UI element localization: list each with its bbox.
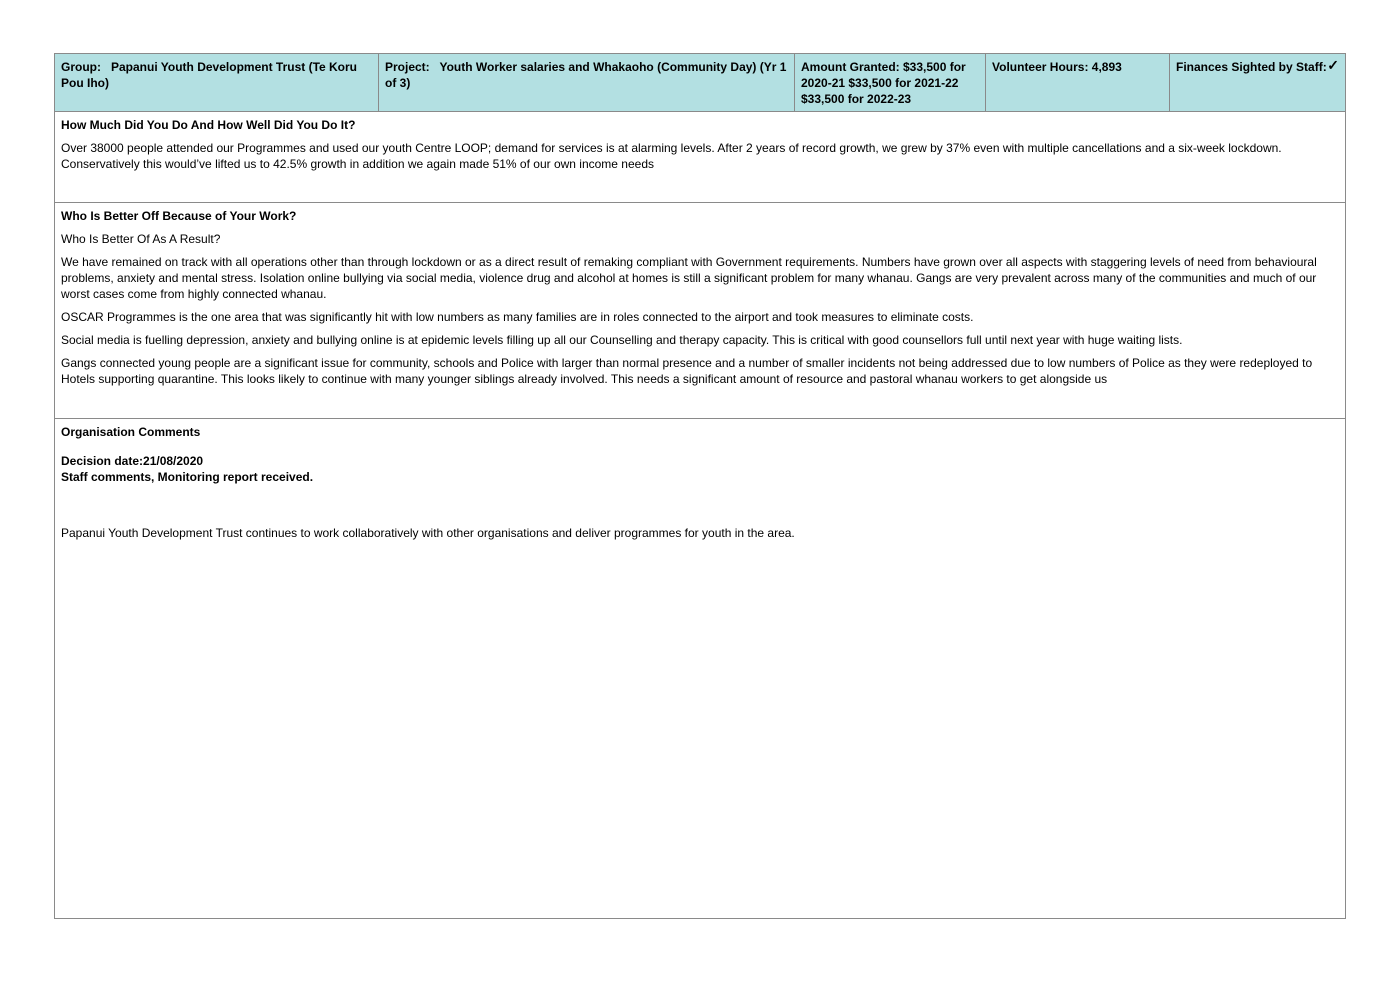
better-off-paragraph: We have remained on track with all operations other than through lockdown or as a direct result of remaking compliant with Government requirements. Numbers have grown over all aspects with staggering levels of need from behavioural problems, anxiety and mental stress. Isolation online bullying via social media, violence drug and alcohol at homes is still a significant problem for many whanau. Gangs are very prevalent across many of the communities and much of our worst cases come from highly connected whanau. [61, 255, 1317, 301]
organisation-comments-section [55, 419, 1345, 918]
better-off-paragraph: Who Is Better Of As A Result? [61, 232, 221, 246]
how-much-title: How Much Did You Do And How Well Did You Do It? [61, 118, 356, 132]
better-off-section [55, 203, 1345, 419]
amount-granted-cell: Amount Granted: $33,500 for 2020-21 $33,500 for 2021-22 $33,500 for 2022-23 [795, 54, 986, 111]
project-cell: Project: Youth Worker salaries and Whakaoho (Community Day) (Yr 1 of 3) [379, 54, 795, 111]
finances-sighted-cell [1170, 54, 1345, 111]
how-much-text: Over 38000 people attended our Programmes and used our youth Centre LOOP; demand for services is at alarming levels. After 2 years of record growth, we grew by 37% even with multiple cancellations and a six-week lockdown. Conservatively this would’ve lifted us to 42.5% growth in addition we again made 51% of our own income needs [61, 141, 1282, 171]
better-off-title: Who Is Better Off Because of Your Work? [61, 209, 297, 223]
volunteer-hours-cell: Volunteer Hours: 4,893 [986, 54, 1170, 111]
group-cell: Group: Papanui Youth Development Trust (Te Koru Pou Iho) [55, 54, 379, 111]
report-header-row [55, 54, 1345, 112]
better-off-paragraph: Gangs connected young people are a significant issue for community, schools and Police with larger than normal presence and a number of smaller incidents not being addressed due to low numbers of Police as they were redeployed to Hotels supporting quarantine. This looks likely to continue with many younger siblings already involved. This needs a significant amount of resource and pastoral whanau workers to get alongside us [61, 356, 1313, 386]
better-off-paragraph: Social media is fuelling depression, anxiety and bullying online is at epidemic levels filling up all our Counselling and therapy capacity. This is critical with good counsellors full until next year with huge waiting lists. [61, 333, 1183, 347]
monitoring-report-table [54, 53, 1346, 919]
organisation-comments-text: Papanui Youth Development Trust continues to work collaboratively with other organisations and deliver programmes for youth in the area. [61, 526, 795, 540]
finances-sighted-label: Finances Sighted by Staff: [1176, 60, 1327, 74]
staff-comments: Staff comments, Monitoring report received. [61, 470, 314, 484]
better-off-paragraph: OSCAR Programmes is the one area that was significantly hit with low numbers as many families are in roles connected to the airport and took measures to eliminate costs. [61, 310, 974, 324]
decision-date: Decision date:21/08/2020 [61, 454, 204, 468]
organisation-comments-title: Organisation Comments [61, 425, 201, 439]
how-much-section [55, 112, 1345, 203]
checkmark-icon: ✓ [1327, 57, 1339, 73]
